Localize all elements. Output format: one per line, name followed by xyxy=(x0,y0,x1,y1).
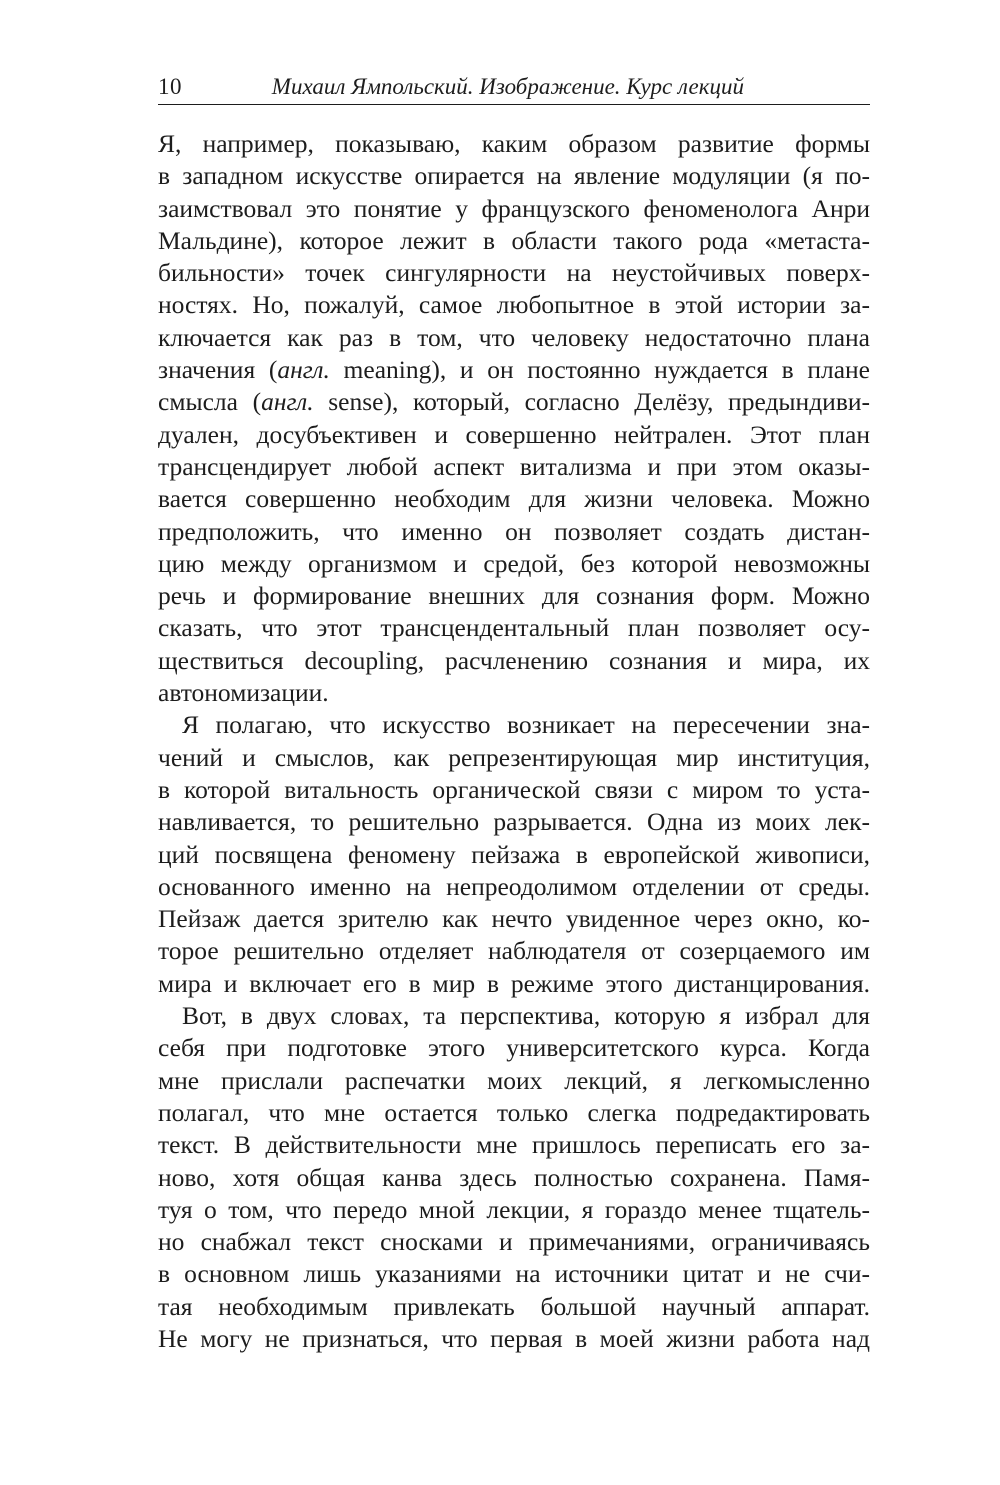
text-run: значения ( xyxy=(158,355,278,385)
text-line: сказать, что этот трансцендентальный план позволяет осу- xyxy=(158,613,870,643)
text-line: ново, хотя общая канва здесь полностью сохранена. Памя- xyxy=(158,1162,870,1192)
text-line: навливается, то решительно разрывается. Одна из моих лек- xyxy=(158,807,870,837)
text-line: мне прислали распечатки моих лекций, я легкомысленно xyxy=(158,1065,870,1095)
text-line: ностях. Но, пожалуй, самое любопытное в этой истории за- xyxy=(158,290,870,320)
text-line: вается совершенно необходим для жизни человека. Можно xyxy=(158,484,870,514)
text-line: полагал, что мне остается только слегка подредактировать xyxy=(158,1097,870,1127)
text-line xyxy=(158,354,870,386)
paragraph-1 xyxy=(158,128,870,709)
body-text xyxy=(158,128,870,1355)
running-head xyxy=(158,70,870,105)
paragraph-3 xyxy=(158,1000,870,1355)
text-line: мира и включает его в мир в режиме этого дистанцирования. xyxy=(158,968,870,998)
text-line: но снабжал текст сносками и примечаниями, ограничиваясь xyxy=(158,1227,870,1257)
paragraph-2 xyxy=(158,709,870,1000)
text-line: тая необходимым привлекать большой научный аппарат. xyxy=(158,1291,870,1321)
text-line: речь и формирование внешних для сознания форм. Можно xyxy=(158,581,870,611)
text-line: ществиться decoupling, расчленению сознания и мира, их xyxy=(158,645,870,675)
text-line: Я полагаю, что искусство возникает на пересечении зна- xyxy=(182,710,870,740)
text-line: Не могу не признаться, что первая в моей жизни работа над xyxy=(158,1323,870,1353)
text-line: в основном лишь указаниями на источники цитат и не счи- xyxy=(158,1259,870,1289)
text-line: ций посвящена феномену пейзажа в европейской живописи, xyxy=(158,839,870,869)
text-line: текст. В действительности мне пришлось переписать его за- xyxy=(158,1130,870,1160)
page-number: 10 xyxy=(158,74,182,99)
text-line: заимствовал это понятие у французского феноменолога Анри xyxy=(158,193,870,223)
text-line: Я, например, показываю, каким образом развитие формы xyxy=(158,129,870,158)
text-line xyxy=(158,386,870,418)
text-run: meaning), и он постоянно нуждается в плане xyxy=(329,355,870,385)
text-line: Вот, в двух словах, та перспектива, которую я избрал для xyxy=(182,1001,870,1031)
text-line: в западном искусстве опирается на явление модуляции (я по- xyxy=(158,161,870,191)
text-run: sense), который, согласно Делёзу, предындиви- xyxy=(313,387,870,417)
italic-abbreviation: англ. xyxy=(277,355,330,385)
text-line: себя при подготовке этого университетского курса. Когда xyxy=(158,1033,870,1063)
text-line: дуален, досубъективен и совершенно нейтрален. Этот план xyxy=(158,419,870,449)
text-line: цию между организмом и средой, без которой невозможны xyxy=(158,548,870,578)
text-line: предположить, что именно он позволяет создать дистан- xyxy=(158,516,870,546)
text-line: Пейзаж дается зрителю как нечто увиденное через окно, ко- xyxy=(158,904,870,934)
text-line: в которой витальность органической связи с миром то уста- xyxy=(158,774,870,804)
text-line: ключается как раз в том, что человеку недостаточно плана xyxy=(158,322,870,352)
text-line: автономизации. xyxy=(158,678,329,708)
book-title: Михаил Ямпольский. Изображение. Курс лекций xyxy=(271,74,744,99)
italic-abbreviation: англ. xyxy=(261,387,314,417)
text-line: торое решительно отделяет наблюдателя от созерцаемого им xyxy=(158,936,870,966)
text-line: основанного именно на непреодолимом отделении от среды. xyxy=(158,871,870,901)
text-line: трансцендирует любой аспект витализма и при этом оказы- xyxy=(158,451,870,481)
text-line: чений и смыслов, как репрезентирующая мир институция, xyxy=(158,742,870,772)
text-run: смысла ( xyxy=(158,387,262,417)
text-line: туя о том, что передо мной лекции, я гораздо менее тщатель- xyxy=(158,1194,870,1224)
text-line: Мальдине), которое лежит в области такого рода «метаста- xyxy=(158,225,870,255)
text-line: бильности» точек сингулярности на неустойчивых поверх- xyxy=(158,258,870,288)
